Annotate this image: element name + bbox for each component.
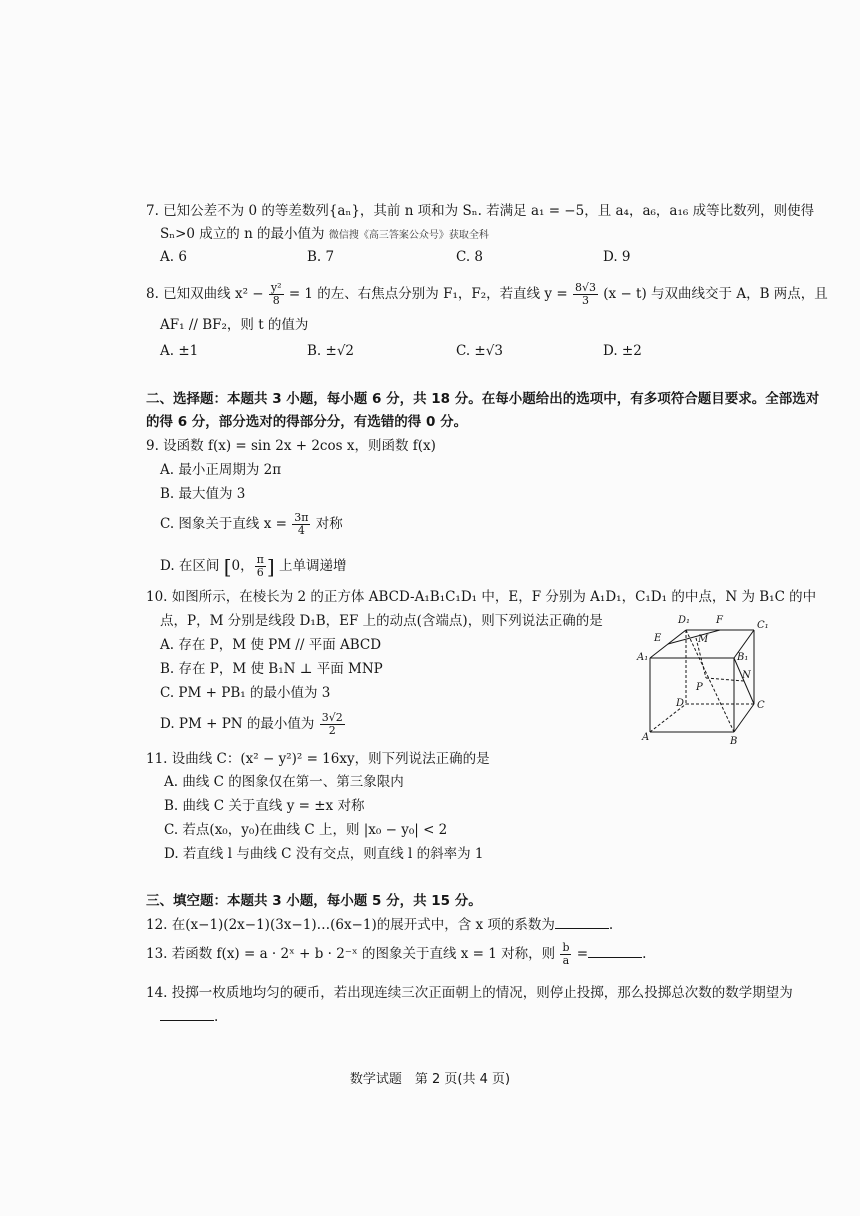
- q13-frac-num: b: [562, 941, 570, 954]
- q8-line2: AF₁ // BF₂，则 t 的值为: [160, 317, 309, 333]
- q12-answer-blank[interactable]: [555, 916, 609, 929]
- q8-frac1-den: 8: [272, 294, 280, 307]
- q12: 12. 在(x−1)(2x−1)(3x−1)…(6x−1)的展开式中，含 x 项的系数为 .: [146, 917, 614, 933]
- q10-line1: 10. 如图所示，在棱长为 2 的正方体 ABCD-A₁B₁C₁D₁ 中，E，F 分别为 A₁D₁，C₁D₁ 的中点，N 为 B₁C 的中: [146, 589, 817, 605]
- q8-option-c: C. ±√3: [456, 343, 503, 359]
- label-d1: D₁: [678, 615, 691, 626]
- label-d: D: [676, 698, 685, 709]
- q10-option-d-part-a: D. PM + PN 的最小值为: [160, 716, 315, 732]
- label-b1: B₁: [737, 652, 749, 663]
- q7-watermark-note: 微信搜《高三答案公众号》获取全科: [328, 230, 489, 241]
- q8-frac1-num: y²: [270, 281, 282, 294]
- q8-line1-part-c: (x − t) 与双曲线交于 A，B 两点，且: [603, 286, 828, 302]
- q9-d-bracket-left: [: [223, 554, 232, 579]
- q11-option-a: A. 曲线 C 的图象仅在第一、第三象限内: [164, 774, 404, 790]
- q9-option-d: [160, 552, 346, 581]
- q9-c-frac-num: 3π: [294, 511, 309, 524]
- q8-frac2: [573, 282, 598, 307]
- q7-option-b: B. 7: [307, 249, 335, 265]
- q9-d-interval-start: 0，: [231, 558, 254, 574]
- page-footer: 数学试题 第 2 页(共 4 页): [349, 1072, 511, 1087]
- q10-d-frac: [320, 712, 345, 737]
- q7-line2-text: Sₙ>0 成立的 n 的最小值为: [160, 226, 325, 242]
- q9-d-frac-den: 6: [256, 566, 264, 579]
- label-p: P: [696, 682, 703, 693]
- q7-option-c: C. 8: [456, 249, 484, 265]
- q11-option-d: D. 若直线 l 与曲线 C 没有交点，则直线 l 的斜率为 1: [164, 846, 484, 862]
- q10-option-d: [160, 710, 346, 738]
- q13-text-a: 13. 若函数 f(x) = a · 2ˣ + b · 2⁻ˣ 的图象关于直线 x = 1 对称，则: [146, 946, 556, 962]
- q8-line1: [146, 280, 828, 308]
- q9-stem: 9. 设函数 f(x) = sin 2x + 2cos x，则函数 f(x): [146, 438, 436, 454]
- q8-line1-part-a: 8. 已知双曲线 x² −: [146, 286, 264, 302]
- cube-figure: [634, 608, 774, 748]
- q8-frac2-den: 3: [581, 294, 589, 307]
- q13-answer-blank[interactable]: [588, 945, 642, 958]
- label-a: A: [642, 732, 650, 743]
- label-n: N: [742, 670, 751, 681]
- q9-option-c: [160, 510, 343, 538]
- q9-option-c-part-b: 对称: [315, 516, 343, 532]
- q9-option-b: B. 最大值为 3: [160, 486, 246, 502]
- label-b: B: [730, 736, 738, 747]
- q10-d-frac-num: 3√2: [321, 711, 343, 724]
- q8-line1-part-b: = 1 的左、右焦点分别为 F₁，F₂，若直线 y =: [288, 286, 568, 302]
- edge-c-b: [734, 704, 754, 732]
- q9-option-d-part-b: 上单调递增: [278, 558, 347, 574]
- segment-b1-c: [734, 658, 754, 704]
- q9-d-bracket-right: ]: [266, 554, 275, 579]
- label-c1: C₁: [757, 620, 769, 631]
- q11-option-b: B. 曲线 C 关于直线 y = ±x 对称: [164, 798, 365, 814]
- q13-frac: [560, 942, 571, 967]
- q10-option-c: C. PM + PB₁ 的最小值为 3: [160, 685, 331, 701]
- q11-stem: 11. 设曲线 C：(x² − y²)² = 16xy，则下列说法正确的是: [146, 751, 490, 767]
- q13-text-b: =: [576, 946, 589, 962]
- q14-line1: 14. 投掷一枚质地均匀的硬币，若出现连续三次正面朝上的情况，则停止投掷，那么投掷总次数的数学期望为: [146, 985, 793, 1001]
- label-f: F: [716, 615, 723, 626]
- section2-heading-line1: 二、选择题：本题共 3 小题，每小题 6 分，共 18 分。在每小题给出的选项中，有多项符合题目要求。全部选对: [146, 391, 820, 407]
- q14-answer-blank[interactable]: [160, 1008, 214, 1021]
- label-c: C: [757, 700, 765, 711]
- q10-option-a: A. 存在 P，M 使 PM // 平面 ABCD: [160, 637, 382, 653]
- q7-line1: 7. 已知公差不为 0 的等差数列{aₙ}，其前 n 项和为 Sₙ. 若满足 a₁ = −5，且 a₄，a₆，a₁₆ 成等比数列，则使得: [146, 203, 815, 219]
- q10-line2: 点，P，M 分别是线段 D₁B，EF 上的动点(含端点)，则下列说法正确的是: [160, 613, 603, 629]
- q13: 13. 若函数 f(x) = a · 2ˣ + b · 2⁻ˣ 的图象关于直线 x = 1 对称，则 $\frac{b}{a}$ = .: [146, 941, 647, 967]
- q9-d-frac-num: π: [256, 553, 264, 566]
- section3-heading: 三、填空题：本题共 3 小题，每小题 5 分，共 15 分。: [146, 893, 482, 909]
- q8-frac1: [269, 282, 284, 307]
- q8-option-d: D. ±2: [603, 343, 642, 359]
- q8-frac2-num: 8√3: [574, 281, 596, 294]
- segment-p-n: [706, 678, 744, 681]
- q8-option-a: A. ±1: [160, 343, 199, 359]
- q10-d-frac-den: 2: [328, 724, 336, 737]
- q7-option-a: A. 6: [160, 249, 187, 265]
- section2-heading-line2: 的得 6 分，部分选对的得部分分，有选错的得 0 分。: [146, 414, 468, 430]
- q12-text: 12. 在(x−1)(2x−1)(3x−1)…(6x−1)的展开式中，含 x 项的系数为: [146, 917, 555, 933]
- q9-option-c-part-a: C. 图象关于直线 x =: [160, 516, 287, 532]
- q8-option-b: B. ±√2: [307, 343, 355, 359]
- segment-e-f: [668, 630, 720, 644]
- label-a1: A₁: [637, 652, 649, 663]
- segment-d1-b: [686, 630, 734, 732]
- q11-option-c: C. 若点(x₀，y₀)在曲线 C 上，则 |x₀ − y₀| < 2: [164, 822, 448, 838]
- q10-option-b: B. 存在 P，M 使 B₁N ⊥ 平面 MNP: [160, 661, 383, 677]
- q7-line2: [160, 225, 489, 245]
- q7-option-d: D. 9: [603, 249, 631, 265]
- q9-option-d-part-a: D. 在区间: [160, 558, 220, 574]
- q9-c-frac: [292, 512, 310, 537]
- q9-option-a: A. 最小正周期为 2π: [160, 462, 282, 478]
- q14-line2: .: [160, 1008, 218, 1026]
- label-e: E: [654, 633, 662, 644]
- label-m: M: [698, 634, 709, 645]
- q13-frac-den: a: [562, 954, 570, 967]
- q9-c-frac-den: 4: [297, 524, 305, 537]
- q9-d-frac: [255, 554, 266, 579]
